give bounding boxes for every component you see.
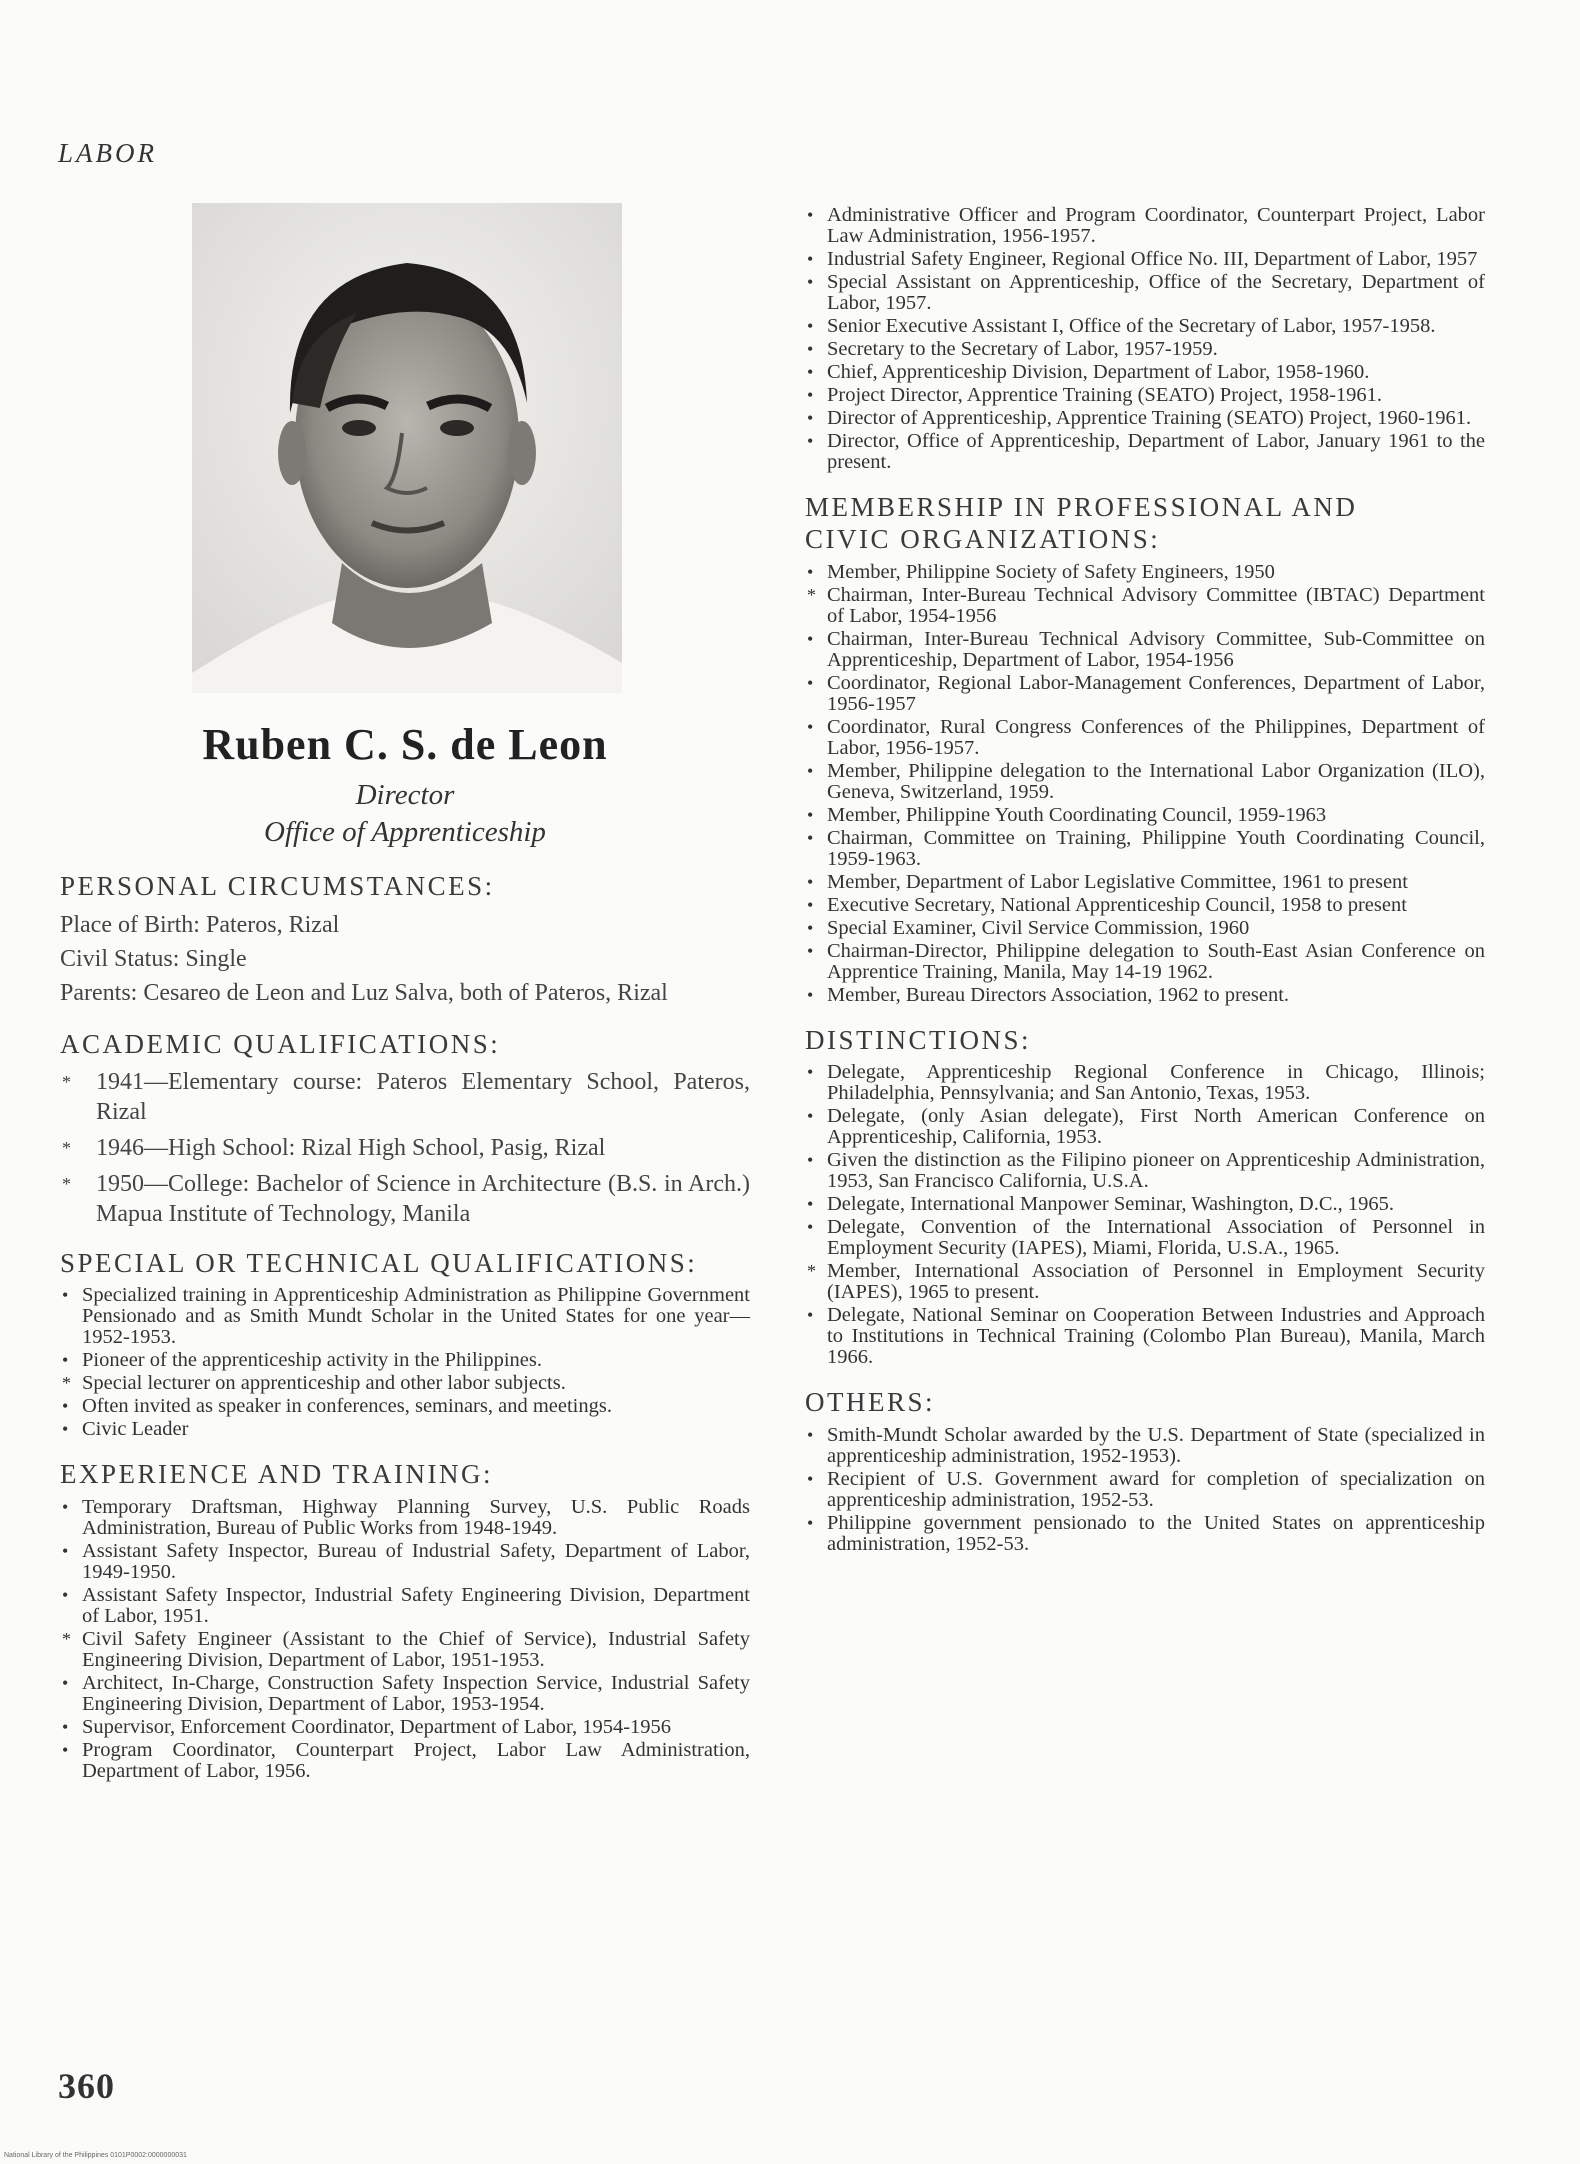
list-item: • Philippine government pensionado to the United States on apprenticeship administration, 1952-53. [807,1511,1485,1555]
special-heading: SPECIAL OR TECHNICAL QUALIFICATIONS: [60,1247,698,1278]
civil-status: Civil Status: Single [60,946,247,973]
list-item: • Smith-Mundt Scholar awarded by the U.S. Department of State (specialized in apprenticeship administration, 1952-1953). [807,1423,1485,1467]
experience-list [60,1497,750,1782]
list-item: * Special lecturer on apprenticeship and other labor subjects. [62,1372,566,1395]
list-item: • Assistant Safety Inspector, Industrial Safety Engineering Division, Department of Labor, 1951. [62,1583,750,1627]
list-item: • Special Examiner, Civil Service Commission, 1960 [807,916,1250,939]
birth-place: Place of Birth: Pateros, Rizal [60,912,340,939]
page-number: 360 [58,2066,115,2106]
list-item: * 1946—High School: Rizal High School, Pasig, Rizal [62,1134,606,1161]
others-heading: OTHERS: [805,1387,936,1418]
list-item: • Given the distinction as the Filipino pioneer on Apprenticeship Administration, 1953, San Francisco California, U.S.A. [807,1149,1485,1193]
list-item: * Chairman, Inter-Bureau Technical Advisory Committee (IBTAC) Department of Labor, 1954-1956 [807,583,1485,627]
list-item: • Delegate, Apprenticeship Regional Conference in Chicago, Illinois; Philadelphia, Pennsylvania; and San Antonio, Texas, 1953. [807,1061,1485,1105]
list-item: • Member, Philippine delegation to the International Labor Organization (ILO), Geneva, Switzerland, 1959. [807,759,1485,803]
name-block [60,720,750,852]
list-item: • Often invited as speaker in conferences, seminars, and meetings. [62,1395,612,1418]
academic-list [60,1067,750,1229]
list-item: • Secretary to the Secretary of Labor, 1957-1959. [807,338,1218,360]
list-item: • Program Coordinator, Counterpart Project, Labor Law Administration, Department of Labor, 1956. [62,1738,750,1782]
person-name: Ruben C. S. de Leon [202,720,608,769]
list-item: • Civic Leader [62,1418,189,1441]
parents: Parents: Cesareo de Leon and Luz Salva, both of Pateros, Rizal [60,980,668,1007]
list-item: • Specialized training in Apprenticeship Administration as Philippine Government Pensionado and as Smith Mundt Scholar in the United States for one year—1952-1953. [62,1284,750,1349]
list-item: • Coordinator, Rural Congress Conferences of the Philippines, Department of Labor, 1956-1957. [807,715,1485,759]
list-item: • Director, Office of Apprenticeship, Department of Labor, January 1961 to the present. [807,430,1485,473]
list-item: • Senior Executive Assistant I, Office of the Secretary of Labor, 1957-1958. [807,315,1436,337]
portrait-illustration [192,203,622,693]
list-item: • Supervisor, Enforcement Coordinator, Department of Labor, 1954-1956 [62,1715,672,1738]
list-item: * Member, International Association of Personnel in Employment Security (IAPES), 1965 to present. [807,1260,1485,1304]
academic-heading: ACADEMIC QUALIFICATIONS: [60,1029,501,1060]
membership-heading: MEMBERSHIP IN PROFESSIONAL AND CIVIC ORGANIZATIONS: [805,492,1358,555]
list-item: • Chairman, Inter-Bureau Technical Advisory Committee, Sub-Committee on Apprenticeship, Department of Labor, 1954-1956 [807,627,1485,671]
list-item: • Member, Philippine Youth Coordinating Council, 1959-1963 [807,803,1327,826]
list-item: • Recipient of U.S. Government award for completion of specialization on apprenticeship administration, 1952-53. [807,1467,1485,1511]
list-item: • Temporary Draftsman, Highway Planning Survey, U.S. Public Roads Administration, Bureau of Public Works from 1948-1949. [62,1495,750,1539]
list-item: • Delegate, Convention of the International Association of Personnel in Employment Security (IAPES), Miami, Florida, U.S.A., 1965. [807,1216,1485,1260]
list-item: • Assistant Safety Inspector, Bureau of Industrial Safety, Department of Labor, 1949-1950. [62,1539,750,1583]
list-item: • Member, Philippine Society of Safety Engineers, 1950 [807,560,1275,583]
list-item: • Chairman-Director, Philippine delegation to South-East Asian Conference on Apprentice Training, Manila, May 14-19 1962. [807,939,1485,983]
list-item: • Executive Secretary, National Apprenticeship Council, 1958 to present [807,893,1407,916]
list-item: • Chairman, Committee on Training, Philippine Youth Coordinating Council, 1959-1963. [807,826,1485,870]
list-item: • Project Director, Apprentice Training (SEATO) Project, 1958-1961. [807,384,1383,406]
running-header: LABOR [58,138,157,168]
membership-list [805,562,1485,1006]
list-item: • Chief, Apprenticeship Division, Department of Labor, 1958-1960. [807,361,1370,383]
experience-list-continued [805,205,1485,473]
experience-heading: EXPERIENCE AND TRAINING: [60,1459,493,1490]
left-column [60,720,750,1784]
list-item: • Delegate, (only Asian delegate), First North American Conference on Apprenticeship, California, 1953. [807,1105,1485,1149]
portrait-photo [192,203,622,693]
right-column [805,205,1485,1557]
list-item: • Delegate, International Manpower Seminar, Washington, D.C., 1965. [807,1193,1395,1216]
list-item: • Member, Bureau Directors Association, 1962 to present. [807,983,1290,1006]
list-item: * 1950—College: Bachelor of Science in Architecture (B.S. in Arch.) Mapua Institute of Technology, Manila [62,1170,750,1227]
special-list [60,1285,750,1440]
list-item: • Industrial Safety Engineer, Regional Office No. III, Department of Labor, 1957 [807,248,1478,270]
person-title: Director [355,778,455,811]
list-item: * 1941—Elementary course: Pateros Elementary School, Pateros, Rizal [62,1068,750,1125]
others-list [805,1425,1485,1555]
personal-heading: PERSONAL CIRCUMSTANCES: [60,870,495,901]
list-item: • Special Assistant on Apprenticeship, Office of the Secretary, Department of Labor, 1957. [807,271,1485,314]
distinctions-list [805,1062,1485,1368]
person-office: Office of Apprenticeship [264,816,546,849]
list-item: • Pioneer of the apprenticeship activity in the Philippines. [62,1349,543,1372]
distinctions-heading: DISTINCTIONS: [805,1024,1031,1055]
list-item: • Coordinator, Regional Labor-Management Conferences, Department of Labor, 1956-1957 [807,671,1485,715]
source-note: National Library of the Philippines 0101P0002:0000000031 [4,2152,187,2159]
list-item: • Member, Department of Labor Legislative Committee, 1961 to present [807,870,1408,893]
list-item: • Architect, In-Charge, Construction Safety Inspection Service, Industrial Safety Engineering Division, Department of Labor, 1953-1954. [62,1671,750,1715]
list-item: • Delegate, National Seminar on Cooperation Between Industries and Approach to Institutions in Technical Training (Colombo Plan Bureau), Manila, March 1966. [807,1304,1485,1369]
list-item: • Administrative Officer and Program Coordinator, Counterpart Project, Labor Law Administration, 1956-1957. [807,204,1485,247]
list-item: * Civil Safety Engineer (Assistant to the Chief of Service), Industrial Safety Engineering Division, Department of Labor, 1951-1953. [62,1627,750,1671]
list-item: • Director of Apprenticeship, Apprentice Training (SEATO) Project, 1960-1961. [807,407,1472,429]
